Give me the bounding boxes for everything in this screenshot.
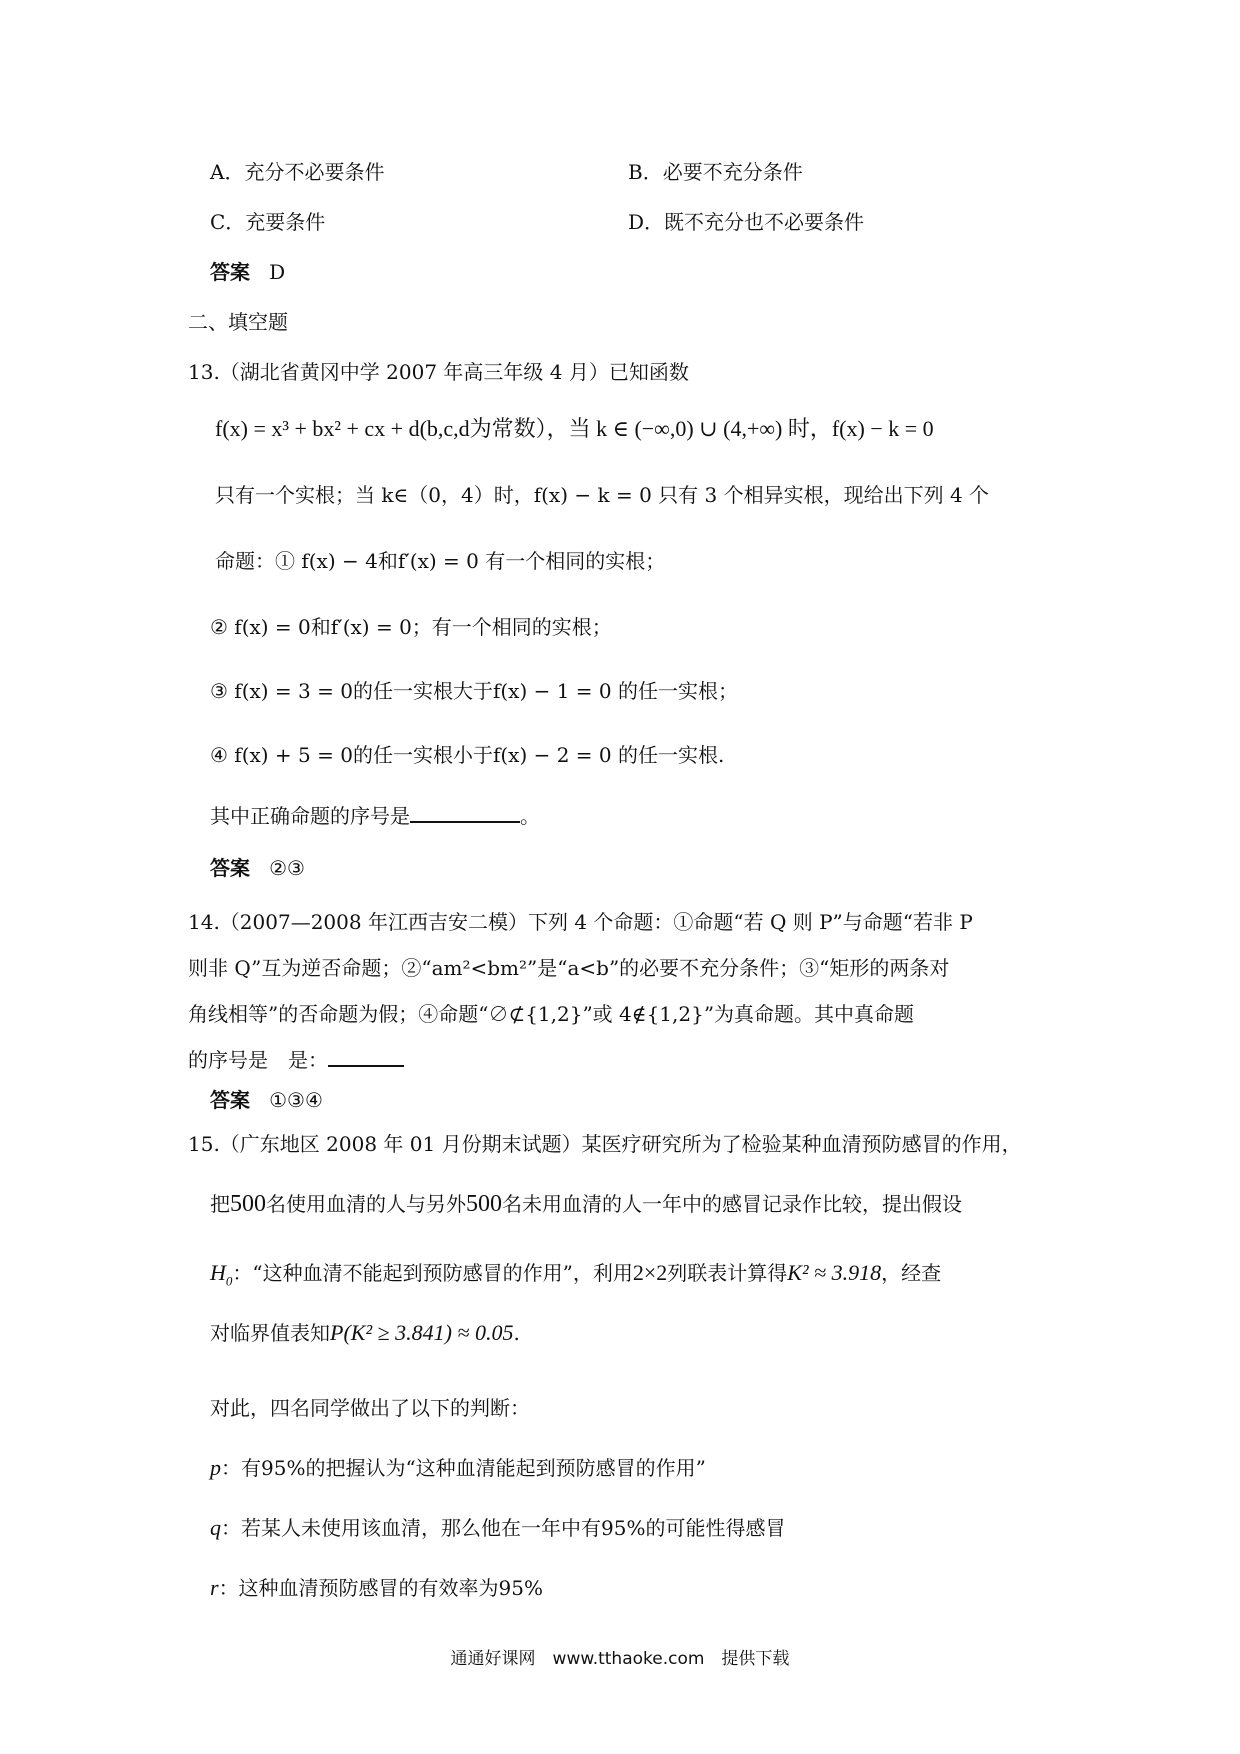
probability-expression: P(K² ≥ 3.841) ≈ 0.05 [330,1320,514,1345]
h-letter: H [210,1260,226,1285]
k-squared-value: K² ≈ 3.918 [787,1260,882,1285]
q14-line2: 则非 Q”互为逆否命题；②“am²<bm²”是“a<b”的必要不充分条件；③“矩形的两条对 [188,956,950,980]
option-b: B．必要不充分条件 [628,160,803,184]
q15-text: ：“这种血清不能起到预防感冒的作用”，利用 [232,1261,633,1285]
q13-proposition-4: ④ f(x) + 5 = 0的任一实根小于f(x) − 2 = 0 的任一实根. [210,743,725,767]
judgment-r [210,1573,543,1603]
hypothesis-symbol [210,1260,233,1289]
q13-question-text: 其中正确命题的序号是 [210,804,410,828]
judgment-label: q [210,1515,221,1540]
section-title: 二、填空题 [188,310,288,334]
q15-line4 [210,1318,520,1348]
q15-line2 [210,1189,962,1219]
judgment-label: r [210,1575,219,1600]
footer: 通通好课网 www.tthaoke.com 提供下载 [450,1649,790,1669]
q15-number: 500 [230,1191,266,1217]
answer-label: 答案 [210,856,250,880]
q13-line2: 只有一个实根；当 k∈（0，4）时，f(x) − k = 0 只有 3 个相异实根，现给出下列 4 个 [215,483,990,507]
q13-proposition-3: ③ f(x) = 3 = 0的任一实根大于f(x) − 1 = 0 的任一实根； [210,679,739,703]
q14-line1: 14.（2007—2008 年江西吉安二模）下列 4 个命题：①命题“若 Q 则 P”与命题“若非 P [188,910,973,934]
judgment-text: ：有95%的把握认为“这种血清能起到预防感冒的作用” [221,1456,706,1480]
judgment-text: ：若某人未使用该血清，那么他在一年中有95%的可能性得感冒 [221,1516,786,1540]
table-size: 2×2 [632,1260,668,1285]
answer-label: 答案 [210,260,250,284]
answer-value: D [269,260,286,284]
answer-14 [210,1085,323,1115]
q15-line5: 对此，四名同学做出了以下的判断： [210,1396,530,1420]
q15-text: . [513,1321,520,1345]
q15-line3 [210,1258,941,1296]
answer-12 [210,257,285,287]
option-a: A．充分不必要条件 [210,160,385,184]
q15-text: 名未用血清的人一年中的感冒记录作比较，提出假设 [502,1192,962,1216]
answer-blank [328,1045,404,1067]
q13-function-line: f(x) = x³ + bx² + cx + d(b,c,d为常数），当 k ∈ (−∞,0) ∪ (4,+∞) 时，f(x) − k = 0 [215,416,934,441]
judgment-label: p [210,1455,221,1480]
judgment-text: ：这种血清预防感冒的有效率为95% [218,1576,544,1600]
q14-line4 [188,1045,404,1075]
q15-text: 列联表计算得 [667,1261,788,1285]
q14-line3: 角线相等”的否命题为假；④命题“∅⊄{1,2}”或 4∉{1,2}”为真命题。其中真命题 [188,1002,915,1026]
q13-question [210,801,540,831]
q13-question-end: 。 [520,804,540,828]
q13-proposition-2: ② f(x) = 0和f′(x) = 0；有一个相同的实根； [210,615,612,639]
q15-number: 500 [466,1191,502,1217]
option-c: C．充要条件 [210,210,326,234]
h-subscript: 0 [225,1273,233,1289]
answer-blank [410,801,520,823]
q14-question-text: 的序号是 是： [188,1048,328,1072]
answer-label: 答案 [210,1088,250,1112]
q15-line1: 15.（广东地区 2008 年 01 月份期末试题）某医疗研究所为了检验某种血清预防感冒的作用， [188,1132,1022,1156]
answer-value: ①③④ [269,1088,323,1112]
q13-intro: 13.（湖北省黄冈中学 2007 年高三年级 4 月）已知函数 [188,360,689,384]
q15-text: ，经查 [881,1261,942,1285]
option-d: D．既不充分也不必要条件 [628,210,865,234]
judgment-q [210,1513,785,1543]
q13-line3: 命题：① f(x) − 4和f′(x) = 0 有一个相同的实根； [215,549,666,573]
judgment-p [210,1453,706,1483]
q15-text: 对临界值表知 [210,1321,330,1345]
answer-13 [210,853,305,883]
q15-text: 名使用血清的人与另外 [266,1192,466,1216]
q15-text: 把 [210,1192,230,1216]
answer-value: ②③ [269,856,305,880]
